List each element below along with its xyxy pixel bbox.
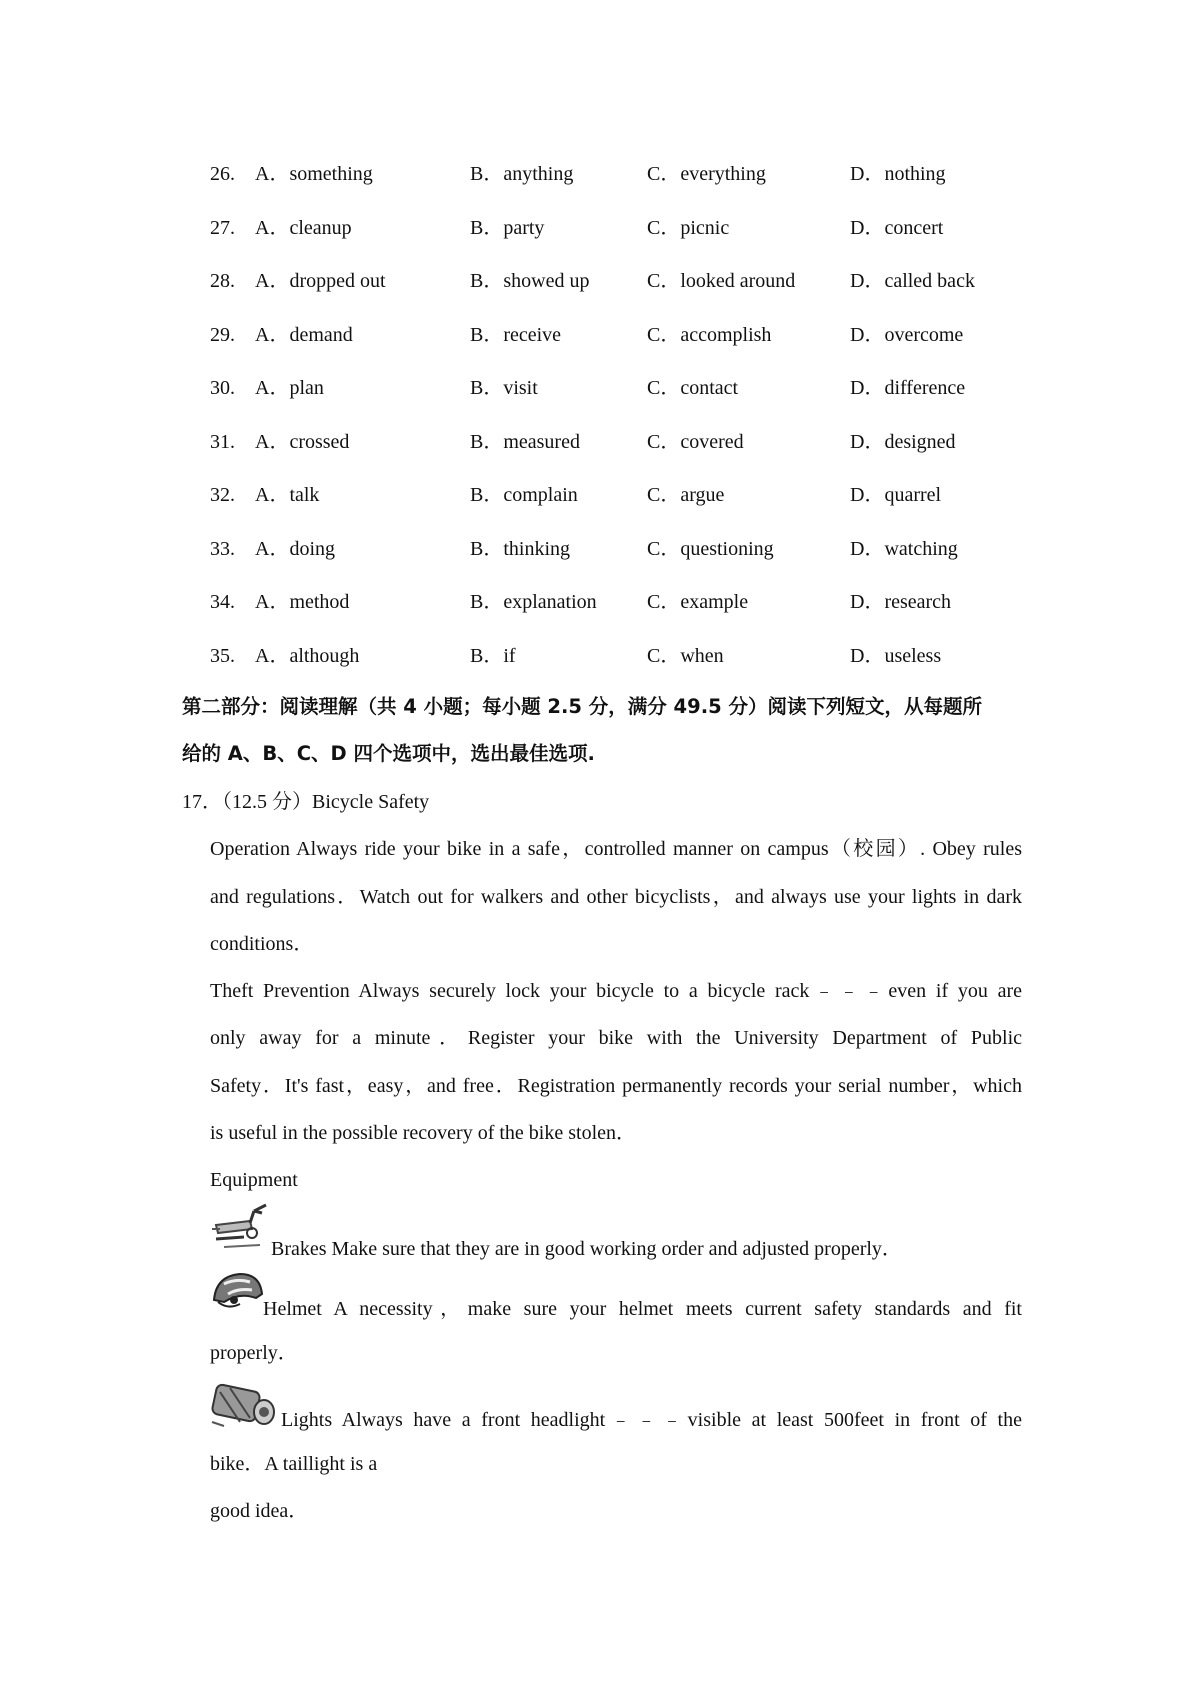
- option-row-31: [0, 427, 1200, 457]
- option-c: C．argue: [647, 484, 725, 506]
- theft-line-1: Theft Prevention Always securely lock your bicycle to a bicycle rack﹣﹣﹣even if you are: [210, 980, 1022, 1002]
- option-d: D．called back: [850, 270, 975, 292]
- option-c: C．contact: [647, 377, 739, 399]
- option-c: C．when: [647, 645, 724, 667]
- question-number: 26.: [210, 163, 235, 185]
- option-d: D．research: [850, 591, 952, 613]
- option-a: A．dropped out: [255, 270, 386, 292]
- option-row-32: [0, 480, 1200, 510]
- question-number: 28.: [210, 270, 235, 292]
- option-a: A．doing: [255, 538, 335, 560]
- headlight-icon: [210, 1382, 280, 1430]
- option-row-30: [0, 373, 1200, 403]
- operation-line-2: and regulations．Watch out for walkers and other bicyclists，and always use your lights in dark: [210, 886, 1022, 908]
- lights-line-1: Lights Always have a front headlight﹣﹣﹣visible at least 500feet in front of the: [281, 1409, 1022, 1431]
- option-b: B．party: [470, 217, 545, 239]
- option-d: D．difference: [850, 377, 966, 399]
- theft-line-4: is useful in the possible recovery of the bike stolen．: [210, 1122, 637, 1144]
- option-d: D．useless: [850, 645, 942, 667]
- option-b: B．receive: [470, 324, 562, 346]
- option-row-35: [0, 641, 1200, 671]
- lights-line-2: bike．A taillight is a: [210, 1453, 378, 1475]
- option-row-26: [0, 159, 1200, 189]
- option-row-29: [0, 320, 1200, 350]
- helmet-line-2: properly．: [210, 1342, 298, 1364]
- option-d: D．nothing: [850, 163, 946, 185]
- lights-line-3: good idea．: [210, 1500, 309, 1522]
- section-heading-line-2: 给的 A、B、C、D 四个选项中，选出最佳选项.: [182, 742, 595, 765]
- option-d: D．quarrel: [850, 484, 942, 506]
- theft-line-3: Safety．It's fast，easy，and free．Registration permanently records your serial number，which: [210, 1075, 1022, 1097]
- operation-line-3: conditions．: [210, 933, 314, 955]
- option-c: C．example: [647, 591, 749, 613]
- option-a: A．although: [255, 645, 360, 667]
- operation-line-1: Operation Always ride your bike in a safe，controlled manner on campus（校园）. Obey rules: [210, 838, 1022, 860]
- option-d: D．watching: [850, 538, 958, 560]
- option-b: B．explanation: [470, 591, 597, 613]
- option-c: C．picnic: [647, 217, 730, 239]
- question-number: 31.: [210, 431, 235, 453]
- option-d: D．overcome: [850, 324, 964, 346]
- option-row-27: [0, 213, 1200, 243]
- option-a: A．something: [255, 163, 373, 185]
- helmet-icon: [210, 1270, 265, 1312]
- question-number: 30.: [210, 377, 235, 399]
- brakes-text: Brakes Make sure that they are in good working order and adjusted properly．: [271, 1238, 902, 1260]
- option-row-33: [0, 534, 1200, 564]
- option-b: B．complain: [470, 484, 578, 506]
- question-number: 29.: [210, 324, 235, 346]
- option-row-34: [0, 587, 1200, 617]
- question-number: 34.: [210, 591, 235, 613]
- brakes-icon: [210, 1203, 272, 1255]
- option-a: A．demand: [255, 324, 353, 346]
- option-a: A．crossed: [255, 431, 350, 453]
- question-number: 27.: [210, 217, 235, 239]
- theft-line-2: only away for a minute．Register your bike with the University Department of Public: [210, 1027, 1022, 1049]
- option-b: B．measured: [470, 431, 580, 453]
- section-heading-line-1: 第二部分：阅读理解（共 4 小题；每小题 2.5 分，满分 49.5 分）阅读下列短文，从每题所: [182, 695, 982, 718]
- option-a: A．method: [255, 591, 350, 613]
- option-c: C．accomplish: [647, 324, 772, 346]
- question-number: 32.: [210, 484, 235, 506]
- option-b: B．showed up: [470, 270, 590, 292]
- option-d: D．concert: [850, 217, 944, 239]
- option-c: C．everything: [647, 163, 766, 185]
- option-b: B．if: [470, 645, 516, 667]
- option-b: B．anything: [470, 163, 574, 185]
- option-a: A．cleanup: [255, 217, 352, 239]
- option-c: C．looked around: [647, 270, 796, 292]
- option-row-28: [0, 266, 1200, 296]
- option-c: C．questioning: [647, 538, 774, 560]
- option-b: B．thinking: [470, 538, 571, 560]
- option-c: C．covered: [647, 431, 744, 453]
- option-a: A．plan: [255, 377, 324, 399]
- option-a: A．talk: [255, 484, 320, 506]
- equipment-heading: Equipment: [210, 1169, 298, 1191]
- question-title: 17．（12.5 分）Bicycle Safety: [182, 791, 430, 813]
- option-d: D．designed: [850, 431, 956, 453]
- option-b: B．visit: [470, 377, 538, 399]
- question-number: 33.: [210, 538, 235, 560]
- helmet-line-1: Helmet A necessity，make sure your helmet meets current safety standards and fit: [263, 1298, 1022, 1320]
- question-number: 35.: [210, 645, 235, 667]
